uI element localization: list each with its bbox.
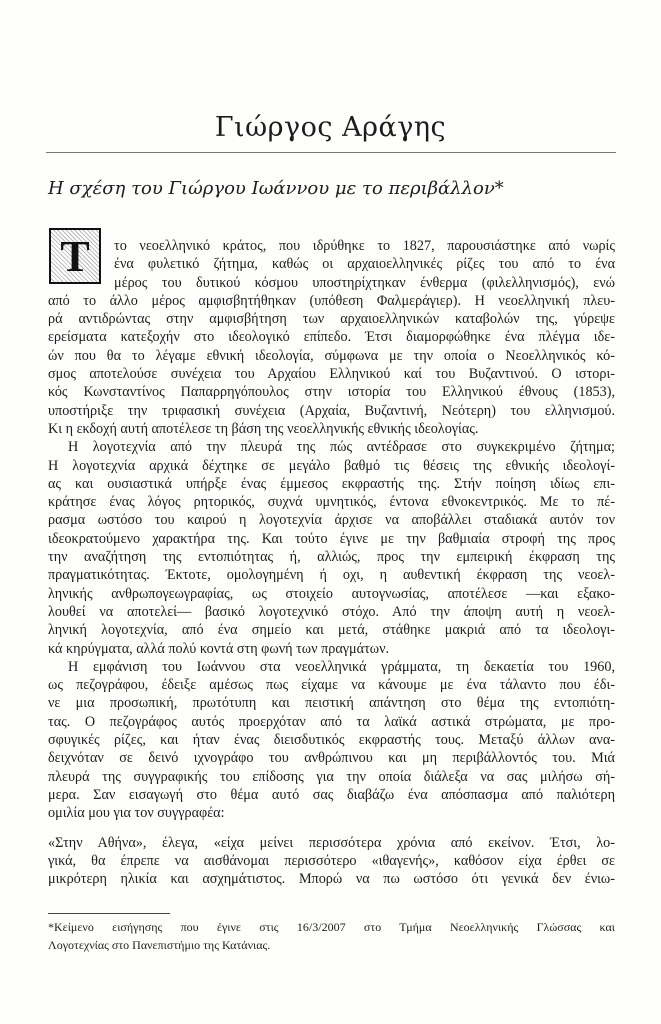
text-line: Η λογοτεχνία από την πλευρά της πώς αντέδρασε στο συγκεκριμένο ζήτημα;	[68, 439, 615, 456]
text-line: λουθεί να αποτελεί— βασικό λογοτεχνικό στόχο. Από την άποψη αυτή η νεοελ-	[48, 603, 615, 620]
text-line: υποστήριξε την τριφασική συνέχεια (Αρχαία, Βυζαντινή, Νεότερη) του ελληνισμού.	[48, 402, 615, 419]
text-line: ερείσματα κατεξοχήν στο ιδεολογικό επίπεδο. Έτσι διαμορφώθηκε ένα πλέγμα ιδε-	[48, 329, 615, 346]
text-line: κά κηρύγματα, αλλά πολύ κοντά στη φωνή των πραγμάτων.	[48, 640, 390, 657]
text-line: μέρος του δυτικού κόσμου υποστηρίχτηκαν ένθερμα (φιλελληνισμός), ενώ	[114, 274, 615, 291]
paragraph	[48, 438, 615, 658]
text-line: ών που θα το λέγαμε εθνική ιδεολογία, σύμφωνα με την οποία ο Νεοελληνικός κό-	[48, 347, 615, 364]
text-line: ρασμα ωστόσο του καιρού η λογοτεχνία άρχισε να αποβάλλει σταδιακά αυτόν τον	[48, 512, 615, 529]
text-line: σμος αποτελούσε συνέχεια του Αρχαίου Ελληνικού καί του Βυζαντινού. Ο ιστορι-	[48, 366, 615, 383]
text-line: ας και ουσιαστικά υπήρξε ένας έμμεσος εκφραστής της. Στήν ποίηση ιδίως επι-	[48, 475, 615, 492]
text-line: το νεοελληνικό κράτος, που ιδρύθηκε το 1827, παρουσιάστηκε από νωρίς	[114, 238, 615, 254]
text-line: Η εμφάνιση του Ιωάννου στα νεοελληνικά γράμματα, τη δεκαετία του 1960,	[68, 658, 615, 675]
footnote-line: Λογοτεχνίας στο Πανεπιστήμιο της Κατάνιας.	[48, 938, 271, 953]
text-line: ληνική λογοτεχνία, από ένα σημείο και μετά, στάθηκε μακριά από τα ιδεολογι-	[48, 622, 615, 639]
paragraph	[48, 237, 615, 438]
article-title: Η σχέση του Γιώργου Ιωάννου με το περιβάλλον*	[48, 178, 504, 199]
text-line: πραγματικότητας. Έκτοτε, ομολογημένη ή οχι, η αυθεντική έκφραση της νεοελ-	[48, 567, 615, 584]
author-heading: Γιώργος Αράγης	[214, 112, 447, 143]
text-line: νε μια προσωπική, πρωτότυπη και πειστική απάντηση στο θέμα της εντοπιότη-	[48, 695, 615, 712]
text-line: Κι η εκδοχή αυτή αποτέλεσε τη βάση της νεοελληνικής εθνικής ιδεολογίας.	[48, 420, 479, 437]
text-line: από το άλλο μέρος αμφισβητήθηκαν (υπόθεση Φαλμεράγιερ). Η νεοελληνική πλευ-	[48, 292, 615, 309]
ornamental-drop-cap: Τ	[49, 228, 101, 284]
article-body	[48, 237, 615, 888]
text-line: ως πεζογράφου, έδειξε αμέσως πως είχαμε να κάνουμε με ένα τάλαντο που έδι-	[48, 677, 615, 694]
footnote-line: *Κείμενο εισήγησης που έγινε στις 16/3/2007 στο Τμήμα Νεοελληνικής Γλώσσας και	[48, 920, 615, 934]
text-line: κράτησε ένας λόγος ρητορικός, συχνά υμνητικός, έντονα εθνοκεντρικός. Με το πέ-	[48, 494, 615, 511]
text-line: «Στην Αθήνα», έλεγα, «είχα μείνει περισσότερα χρόνια από εκείνον. Έτσι, λο-	[48, 834, 615, 851]
text-line: μερα. Σαν εισαγωγή στο θέμα αυτό σας διαβάζω ένα απόσπασμα από παλιότερη	[48, 786, 615, 803]
block-quote	[48, 834, 615, 889]
heading-rule	[46, 152, 616, 153]
text-line: μικρότερη ηλικία και ασχημάτιστος. Μπορώ να πω ωστόσο ότι γενικά δεν ένιω-	[48, 871, 615, 888]
text-line: ομιλία μου για τον συγγραφέα:	[48, 805, 225, 822]
text-line: πλευρά της συγγραφικής του επίδοσης για την οποία διάλεξα να σας μιλήσω σή-	[48, 768, 615, 785]
text-line: ρά αντιδρώντας στην αμφισβήτηση των αρχαιοελληνικών καταβολών της, γύρεψε	[48, 311, 615, 328]
text-line: Η λογοτεχνία αρχικά δέχτηκε σε μεγάλο βαθμό τις θέσεις της εθνικής ιδεολογί-	[48, 457, 615, 474]
footnote-rule	[48, 913, 170, 914]
text-line: σφυγικές ρίζες, και ήταν ένας διεισδυτικός εκφραστής τους. Μεταξύ άλλων ανα-	[48, 732, 615, 749]
text-line: ένα φυλετικό ζήτημα, καθώς οι αρχαιοελληνικές ρίζες του από το ένα	[114, 256, 615, 273]
text-line: γικά, θα έπρεπε να αισθάνομαι περισσότερο «ιθαγενής», καθόσον είχα έρθει σε	[48, 852, 615, 869]
paragraph	[48, 658, 615, 823]
text-line: δειχνόταν σε δεινό ιχνογράφο του ανθρώπινου και μη περιβάλλοντός του. Μιά	[48, 750, 615, 767]
text-line: τας. Ο πεζογράφος αυτός προερχόταν από τα λαϊκά αστικά στρώματα, με προ-	[48, 713, 615, 730]
text-line: κός Κωνσταντίνος Παπαρρηγόπουλος στην ιστορία του Ελληνικού έθνους (1853),	[48, 384, 615, 401]
footnote	[48, 918, 615, 955]
text-line: την αναζήτηση της εντοπιότητας ή, αλλιώς, προς την εμπειρική έκφραση της	[48, 549, 615, 566]
text-line: ιδεοκρατούμενο χαρακτήρα της. Και τούτο έγινε με την βαθμιαία στροφή της προς	[48, 530, 615, 547]
text-line: ληνικής ανθρωπογεωγραφίας, ως στοιχείο αυτογνωσίας, αποτέλεσε —και εξακο-	[48, 585, 615, 602]
